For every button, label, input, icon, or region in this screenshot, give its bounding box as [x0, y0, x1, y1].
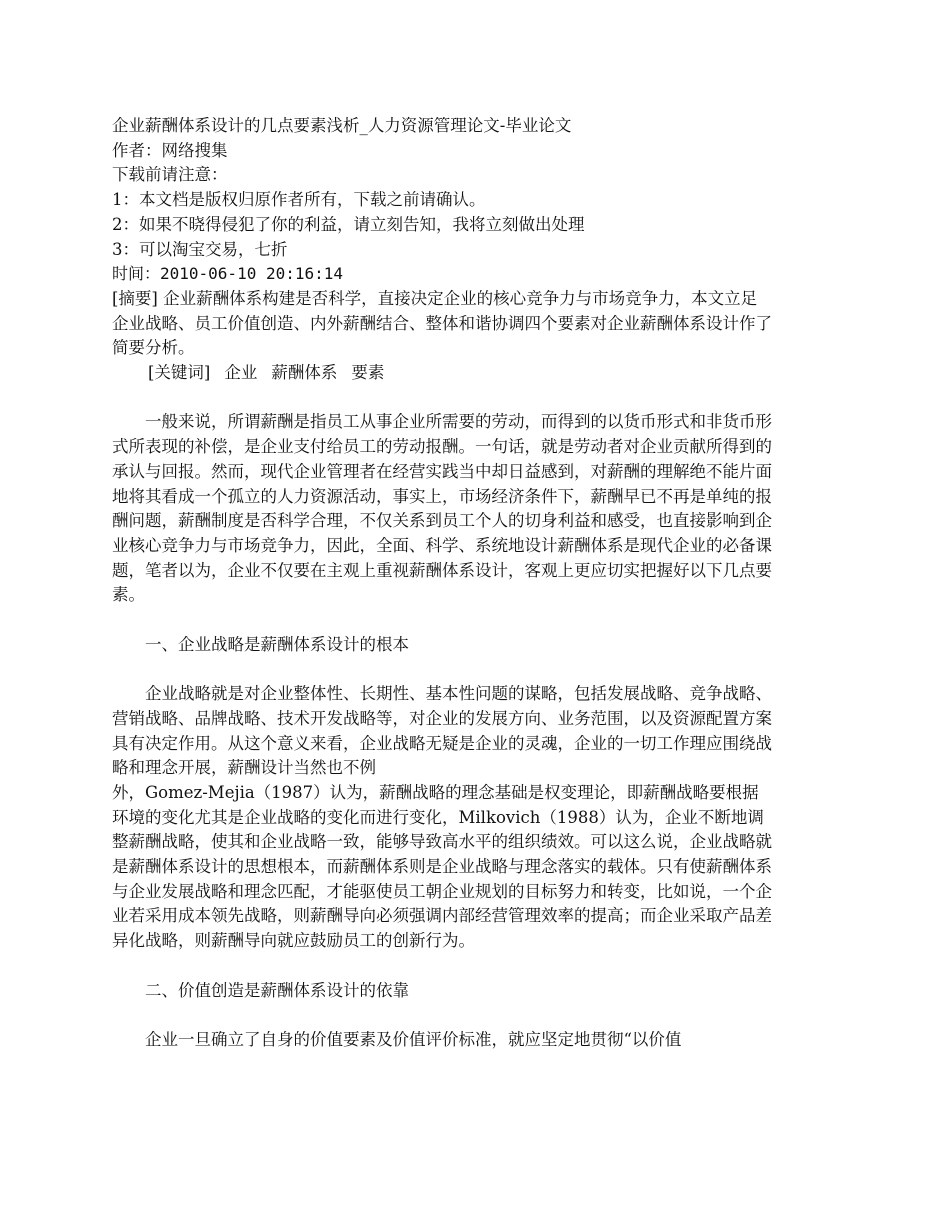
section-1-heading: 一、企业战略是薪酬体系设计的根本 [145, 634, 409, 654]
keyword-item: 要素 [351, 363, 385, 383]
section-2-paragraph: 企业一旦确立了自身的价值要素及价值评价标准，就应坚定地贯彻“以价值 [145, 1029, 682, 1049]
section-1-paragraph: 企业战略就是对企业整体性、长期性、基本性问题的谋略，包括发展战略、竞争战略、营销战略、品牌战略、技术开发战略等，对企业的发展方向、业务范围，以及资源配置方案具有决定作用。从这个意义来看，企业战略无疑是企业的灵魂，企业的一切工作理应围绕战略和理念开展，薪酬设计当然也不例 [112, 684, 772, 778]
keywords-label: [关键词] [148, 363, 211, 383]
document-title: 企业薪酬体系设计的几点要素浅析_人力资源管理论文-毕业论文 [112, 116, 572, 135]
notice-heading: 下载前请注意： [112, 165, 228, 185]
notice-item-2: 2：如果不晓得侵犯了你的利益，请立刻告知，我将立刻做出处理 [112, 214, 585, 234]
document-page [112, 114, 772, 1053]
timestamp: 时间：2010-06-10 20:16:14 [112, 264, 344, 284]
section-2-heading: 二、价值创造是薪酬体系设计的依靠 [145, 980, 409, 1000]
intro-paragraph: 一般来说，所谓薪酬是指员工从事企业所需要的劳动，而得到的以货币形式和非货币形式所表现的补偿，是企业支付给员工的劳动报酬。一句话，就是劳动者对企业贡献所得到的承认与回报。然而，现代企业管理者在经营实践当中却日益感到，对薪酬的理解绝不能片面地将其看成一个孤立的人力资源活动，事实上，市场经济条件下，薪酬早已不再是单纯的报酬问题，薪酬制度是否科学合理，不仅关系到员工个人的切身利益和感受，也直接影响到企业核心竞争力与市场竞争力，因此，全面、科学、系统地设计薪酬体系是现代企业的必备课题，笔者以为，企业不仅要在主观上重视薪酬体系设计，客观上更应切实把握好以下几点要素。 [112, 412, 772, 605]
abstract-text: 企业薪酬体系构建是否科学，直接决定企业的核心竞争力与市场竞争力，本文立足企业战略、员工价值创造、内外薪酬结合、整体和谐协调四个要素对企业薪酬体系设计作了简要分析。 [112, 288, 772, 358]
abstract-label: [摘要] [112, 288, 158, 308]
notice-item-1: 1：本文档是版权归原作者所有，下载之前请确认。 [112, 190, 486, 210]
keyword-item: 企业 [224, 363, 258, 383]
author-line: 作者：网络搜集 [112, 140, 228, 160]
keywords [112, 361, 772, 386]
keyword-item: 薪酬体系 [271, 363, 338, 383]
abstract [112, 287, 772, 361]
section-1-paragraph-continued: 外，Gomez-Mejia（1987）认为，薪酬战略的理念基础是权变理论，即薪酬战略要根据环境的变化尤其是企业战略的变化而进行变化，Milkovich（1988）认为，企业不断地调整薪酬战略，使其和企业战略一致，能够导致高水平的组织绩效。可以这么说，企业战略就是薪酬体系设计的思想根本，而薪酬体系则是企业战略与理念落实的载体。只有使薪酬体系与企业发展战略和理念匹配，才能驱使员工朝企业规划的目标努力和转变，比如说，一个企业若采用成本领先战略，则薪酬导向必须强调内部经营管理效率的提高；而企业采取产品差异化战略，则薪酬导向就应鼓励员工的创新行为。 [112, 782, 772, 951]
notice-item-3: 3：可以淘宝交易，七折 [112, 239, 288, 259]
